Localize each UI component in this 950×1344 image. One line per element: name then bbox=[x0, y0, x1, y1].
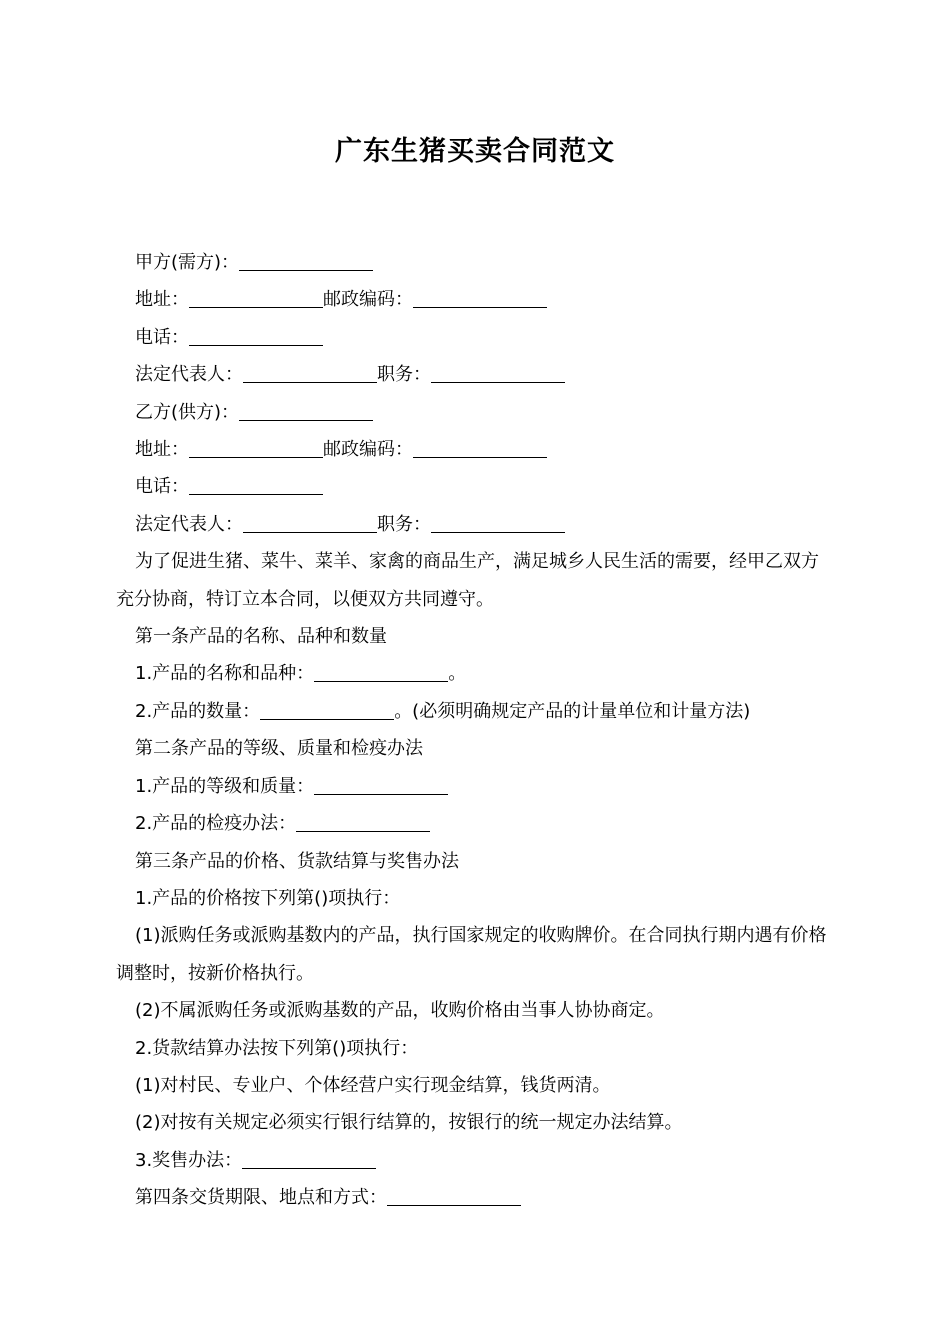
article-3-item-3 bbox=[116, 1142, 836, 1179]
party-a-line bbox=[116, 244, 836, 281]
party-a-blank bbox=[239, 252, 373, 271]
article-1-item-2-label: 2.产品的数量： bbox=[135, 700, 261, 722]
article-3-heading: 第三条产品的价格、货款结算与奖售办法 bbox=[135, 850, 459, 872]
address-b-line bbox=[116, 431, 836, 468]
address-a-blank bbox=[189, 289, 323, 308]
article-3-item-3-blank bbox=[242, 1150, 376, 1169]
phone-a-label: 电话： bbox=[135, 326, 189, 348]
postcode-a-label: 邮政编码： bbox=[323, 289, 413, 311]
legal-rep-a-label: 法定代表人： bbox=[135, 364, 243, 386]
address-b-blank bbox=[189, 439, 323, 458]
article-2-item-1 bbox=[116, 768, 836, 805]
party-b-label: 乙方(供方)： bbox=[135, 401, 240, 423]
article-3-item-1: 1.产品的价格按下列第()项执行： bbox=[135, 887, 401, 909]
article-2-heading: 第二条产品的等级、质量和检疫办法 bbox=[135, 738, 423, 760]
article-4-heading bbox=[116, 1179, 836, 1216]
article-1-item-1-label: 1.产品的名称和品种： bbox=[135, 663, 315, 685]
article-3-item-1-sub-2: (2)不属派购任务或派购基数的产品，收购价格由当事人协协商定。 bbox=[135, 1000, 665, 1022]
article-3-item-2-sub-2: (2)对按有关规定必须实行银行结算的，按银行的统一规定办法结算。 bbox=[135, 1112, 683, 1134]
article-1-item-1 bbox=[116, 655, 836, 692]
phone-b-label: 电话： bbox=[135, 476, 189, 498]
position-a-blank bbox=[431, 364, 565, 383]
phone-a-line bbox=[116, 319, 836, 356]
article-1-heading: 第一条产品的名称、品种和数量 bbox=[135, 626, 387, 648]
article-2-item-2-blank bbox=[296, 813, 430, 832]
legal-rep-b-label: 法定代表人： bbox=[135, 513, 243, 535]
article-2-item-1-blank bbox=[314, 776, 448, 795]
position-b-blank bbox=[431, 514, 565, 533]
document-title: 广东生猪买卖合同范文 bbox=[335, 136, 615, 167]
article-4-label: 第四条交货期限、地点和方式： bbox=[135, 1187, 387, 1209]
document-body bbox=[116, 244, 836, 1217]
phone-b-line bbox=[116, 468, 836, 505]
article-1-item-1-end: 。 bbox=[448, 663, 467, 685]
postcode-b-label: 邮政编码： bbox=[323, 439, 413, 461]
article-1-item-2 bbox=[116, 693, 836, 730]
article-2-item-1-label: 1.产品的等级和质量： bbox=[135, 775, 315, 797]
position-a-label: 职务： bbox=[377, 364, 431, 386]
postcode-a-blank bbox=[413, 289, 547, 308]
legal-rep-b-blank bbox=[243, 514, 377, 533]
legal-rep-b-line bbox=[116, 506, 836, 543]
phone-a-blank bbox=[189, 327, 323, 346]
legal-rep-a-line bbox=[116, 356, 836, 393]
article-3-item-2: 2.货款结算办法按下列第()项执行： bbox=[135, 1037, 419, 1059]
address-a-line bbox=[116, 281, 836, 318]
article-2-item-2-label: 2.产品的检疫办法： bbox=[135, 813, 297, 835]
phone-b-blank bbox=[189, 476, 323, 495]
article-1-item-2-end: 。(必须明确规定产品的计量单位和计量方法) bbox=[394, 700, 751, 722]
position-b-label: 职务： bbox=[377, 513, 431, 535]
article-1-item-1-blank bbox=[314, 663, 448, 682]
preamble-paragraph: 为了促进生猪、菜牛、菜羊、家禽的商品生产，满足城乡人民生活的需要，经甲乙双方充分协商，特订立本合同，以便双方共同遵守。 bbox=[116, 551, 819, 610]
party-a-label: 甲方(需方)： bbox=[135, 252, 240, 273]
article-1-item-2-blank bbox=[260, 701, 394, 720]
article-2-item-2 bbox=[116, 805, 836, 842]
address-b-label: 地址： bbox=[135, 439, 189, 461]
postcode-b-blank bbox=[413, 439, 547, 458]
party-b-blank bbox=[239, 402, 373, 421]
article-3-item-3-label: 3.奖售办法： bbox=[135, 1149, 243, 1171]
party-b-line bbox=[116, 394, 836, 431]
legal-rep-a-blank bbox=[243, 364, 377, 383]
address-a-label: 地址： bbox=[135, 289, 189, 311]
article-4-blank bbox=[387, 1187, 521, 1206]
article-3-item-2-sub-1: (1)对村民、专业户、个体经营户实行现金结算，钱货两清。 bbox=[135, 1074, 611, 1096]
article-3-item-1-sub-1: (1)派购任务或派购基数内的产品，执行国家规定的收购牌价。在合同执行期内遇有价格调整时，按新价格执行。 bbox=[116, 925, 827, 984]
